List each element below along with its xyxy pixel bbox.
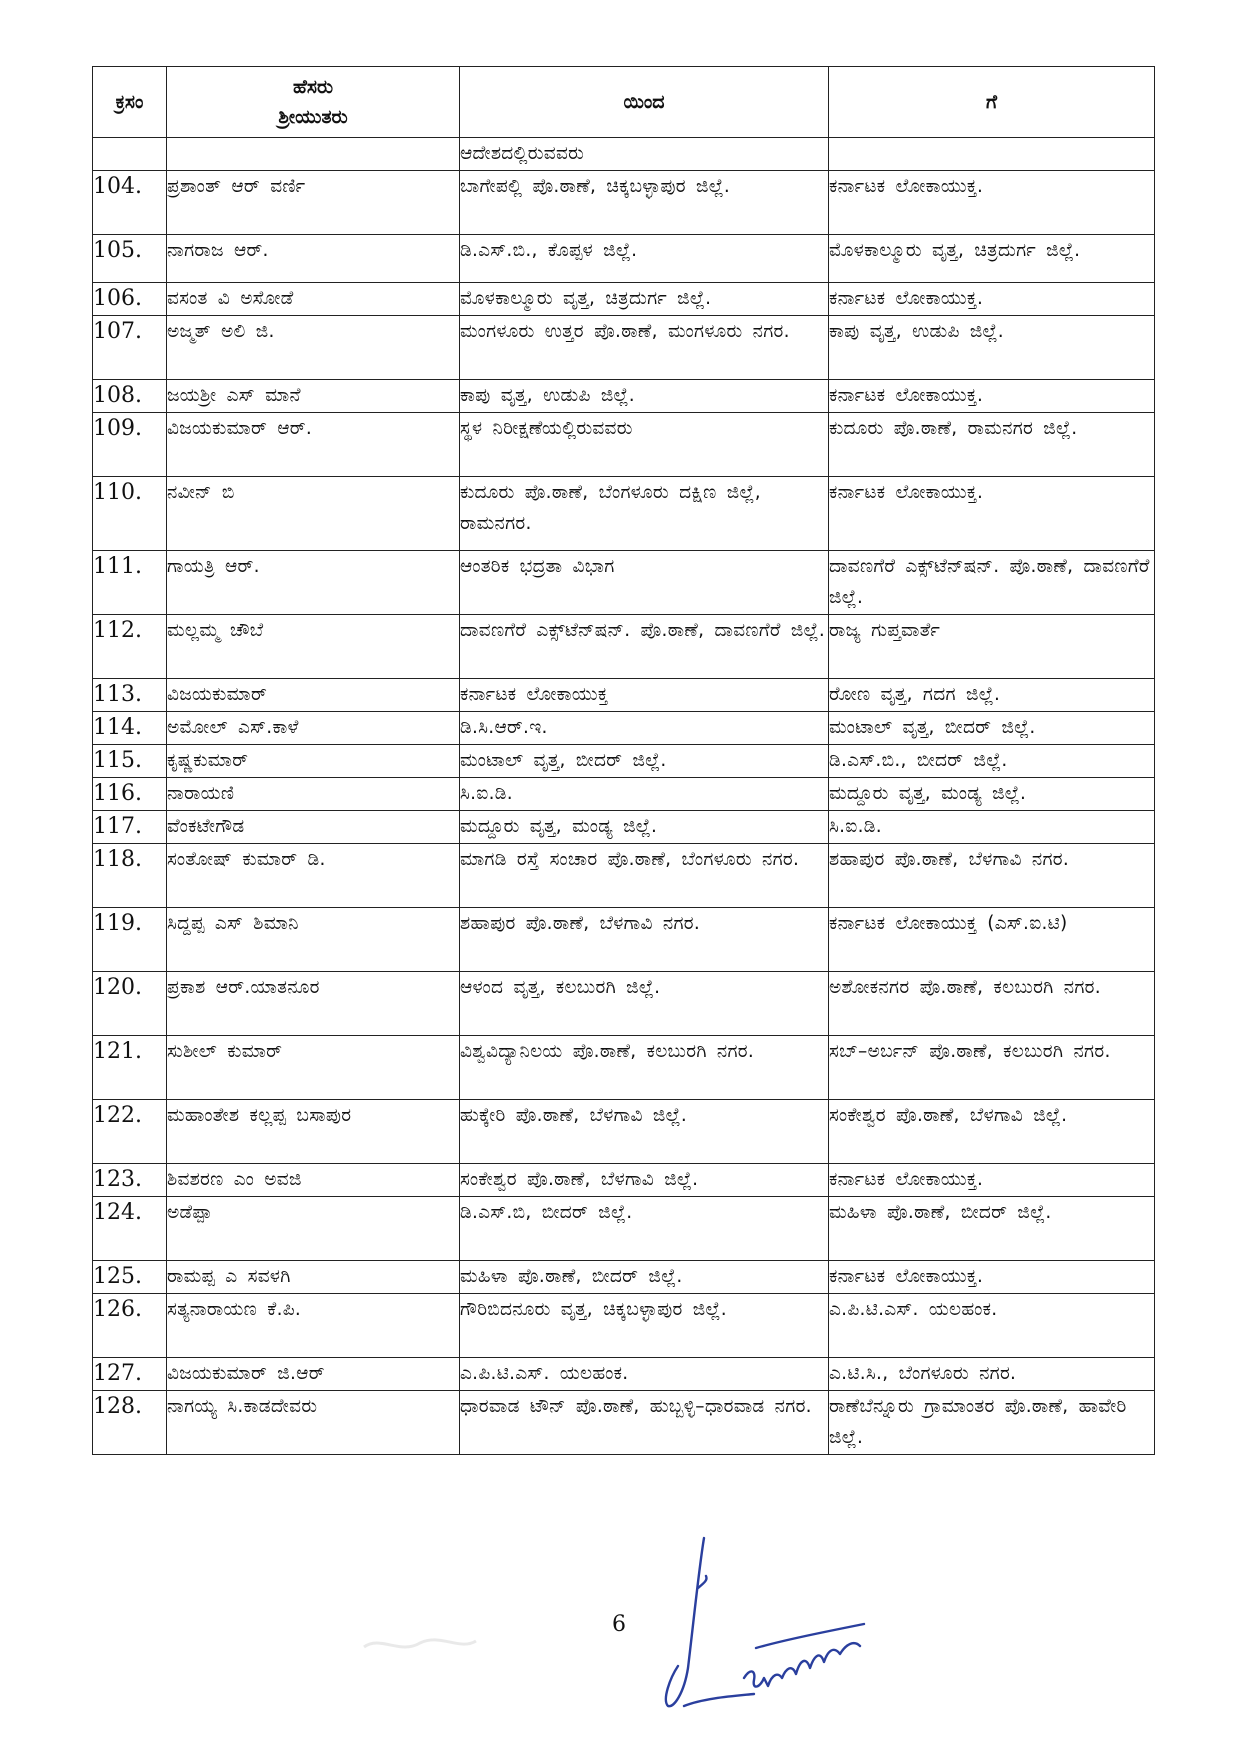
- row-name: ನಾರಾಯಣಿ: [167, 778, 460, 811]
- row-from: ಮಹಿಳಾ ಪೊ.ಠಾಣೆ, ಬೀದರ್ ಜಿಲ್ಲೆ.: [460, 1261, 829, 1294]
- row-number: 114.: [93, 712, 167, 745]
- table-row: [93, 171, 1155, 235]
- table-row: [93, 235, 1155, 283]
- row-number: 107.: [93, 316, 167, 380]
- row-from: ಕಾಪು ವೃತ್ತ, ಉಡುಪಿ ಜಿಲ್ಲೆ.: [460, 380, 829, 413]
- row-from: ಮದ್ದೂರು ವೃತ್ತ, ಮಂಡ್ಯ ಜಿಲ್ಲೆ.: [460, 811, 829, 844]
- row-to: ಕರ್ನಾಟಕ ಲೋಕಾಯುಕ್ತ.: [829, 1164, 1155, 1197]
- row-to: ಕರ್ನಾಟಕ ಲೋಕಾಯುಕ್ತ.: [829, 1261, 1155, 1294]
- row-name: ಪ್ರಶಾಂತ್ ಆರ್ ವರ್ಣಿ: [167, 171, 460, 235]
- row-to: ಕುದೂರು ಪೊ.ಠಾಣೆ, ರಾಮನಗರ ಜಿಲ್ಲೆ.: [829, 413, 1155, 477]
- row-to: ಕರ್ನಾಟಕ ಲೋಕಾಯುಕ್ತ.: [829, 171, 1155, 235]
- row-number: 124.: [93, 1197, 167, 1261]
- table-body: [93, 138, 1155, 1455]
- row-number: 113.: [93, 679, 167, 712]
- table-row: [93, 1100, 1155, 1164]
- row-number: 111.: [93, 551, 167, 615]
- row-number: 120.: [93, 972, 167, 1036]
- row-number: 109.: [93, 413, 167, 477]
- row-name: ನವೀನ್ ಬಿ: [167, 477, 460, 551]
- row-from-cell: ಆದೇಶದಲ್ಲಿರುವವರು: [460, 138, 829, 171]
- row-to: ಮೊಳಕಾಲ್ಮೂರು ವೃತ್ತ, ಚಿತ್ರದುರ್ಗ ಜಿಲ್ಲೆ.: [829, 235, 1155, 283]
- row-name: ಸಿದ್ದಪ್ಪ ಎಸ್ ಶಿಮಾನಿ: [167, 908, 460, 972]
- row-name: ಮಲ್ಲಮ್ಮ ಚೌಬೆ: [167, 615, 460, 679]
- row-from: ಡಿ.ಸಿ.ಆರ್.ಇ.: [460, 712, 829, 745]
- continuation-row: [93, 138, 1155, 171]
- row-to: ದಾವಣಗೆರೆ ಎಕ್ಸ್‌ಟೆನ್‌ಷನ್. ಪೊ.ಠಾಣೆ, ದಾವಣಗೆರೆ ಜಿಲ್ಲೆ.: [829, 551, 1155, 615]
- header-to: ಗೆ: [829, 67, 1155, 138]
- table-row: [93, 316, 1155, 380]
- row-name: ಅಡೆಪ್ಪಾ: [167, 1197, 460, 1261]
- row-to: ಸಬ್–ಅರ್ಬನ್ ಪೊ.ಠಾಣೆ, ಕಲಬುರಗಿ ನಗರ.: [829, 1036, 1155, 1100]
- row-number: 128.: [93, 1391, 167, 1455]
- header-from: ಯಿಂದ: [460, 67, 829, 138]
- row-to: ಮಂಟಾಲ್ ವೃತ್ತ, ಬೀದರ್ ಜಿಲ್ಲೆ.: [829, 712, 1155, 745]
- row-from: ಮೊಳಕಾಲ್ಮೂರು ವೃತ್ತ, ಚಿತ್ರದುರ್ಗ ಜಿಲ್ಲೆ.: [460, 283, 829, 316]
- row-name: ವೆಂಕಟೇಗೌಡ: [167, 811, 460, 844]
- row-number: 112.: [93, 615, 167, 679]
- row-name: ವಿಜಯಕುಮಾರ್: [167, 679, 460, 712]
- table-row: [93, 1036, 1155, 1100]
- row-to: ಕರ್ನಾಟಕ ಲೋಕಾಯುಕ್ತ.: [829, 477, 1155, 551]
- row-name: ಸುಶೀಲ್ ಕುಮಾರ್: [167, 1036, 460, 1100]
- row-to: ರಾಣೆಬೆನ್ನೂರು ಗ್ರಾಮಾಂತರ ಪೊ.ಠಾಣೆ, ಹಾವೇರಿ ಜಿಲ್ಲೆ.: [829, 1391, 1155, 1455]
- row-to-cell: [829, 138, 1155, 171]
- table-row: [93, 811, 1155, 844]
- row-name: ಅಮೋಲ್ ಎಸ್.ಕಾಳೆ: [167, 712, 460, 745]
- row-number: 106.: [93, 283, 167, 316]
- row-from: ಮಂಗಳೂರು ಉತ್ತರ ಪೊ.ಠಾಣೆ, ಮಂಗಳೂರು ನಗರ.: [460, 316, 829, 380]
- row-number: 108.: [93, 380, 167, 413]
- table-row: [93, 778, 1155, 811]
- table-row: [93, 551, 1155, 615]
- table-row: [93, 908, 1155, 972]
- row-to: ಶಹಾಪುರ ಪೊ.ಠಾಣೆ, ಬೆಳಗಾವಿ ನಗರ.: [829, 844, 1155, 908]
- table-row: [93, 615, 1155, 679]
- row-from: ಸಿ.ಐ.ಡಿ.: [460, 778, 829, 811]
- header-name: [167, 67, 460, 138]
- row-from: ಡಿ.ಎಸ್.ಬಿ., ಕೊಪ್ಪಳ ಜಿಲ್ಲೆ.: [460, 235, 829, 283]
- row-name: ವಸಂತ ವಿ ಅಸೋಡೆ: [167, 283, 460, 316]
- row-to: ಕರ್ನಾಟಕ ಲೋಕಾಯುಕ್ತ.: [829, 283, 1155, 316]
- row-from: ಧಾರವಾಡ ಟೌನ್ ಪೊ.ಠಾಣೆ, ಹುಬ್ಬಳ್ಳಿ–ಧಾರವಾಡ ನಗರ.: [460, 1391, 829, 1455]
- row-name: ಗಾಯತ್ರಿ ಆರ್.: [167, 551, 460, 615]
- table-row: [93, 1294, 1155, 1358]
- row-from: ಗೌರಿಬಿದನೂರು ವೃತ್ತ, ಚಿಕ್ಕಬಳ್ಳಾಪುರ ಜಿಲ್ಲೆ.: [460, 1294, 829, 1358]
- row-to: ಎ.ಟಿ.ಸಿ., ಬೆಂಗಳೂರು ನಗರ.: [829, 1358, 1155, 1391]
- row-from: ದಾವಣಗೆರೆ ಎಕ್ಸ್‌ಟೆನ್‌ಷನ್. ಪೊ.ಠಾಣೆ, ದಾವಣಗೆರೆ ಜಿಲ್ಲೆ.: [460, 615, 829, 679]
- row-number: 122.: [93, 1100, 167, 1164]
- paper-smudge: [360, 1625, 480, 1665]
- table-row: [93, 844, 1155, 908]
- row-name: ಸಂತೋಷ್ ಕುಮಾರ್ ಡಿ.: [167, 844, 460, 908]
- row-name: ಮಹಾಂತೇಶ ಕಲ್ಲಪ್ಪ ಬಸಾಪುರ: [167, 1100, 460, 1164]
- row-to: ಕರ್ನಾಟಕ ಲೋಕಾಯುಕ್ತ (ಎಸ್.ಐ.ಟಿ): [829, 908, 1155, 972]
- table-row: [93, 1164, 1155, 1197]
- row-number: 126.: [93, 1294, 167, 1358]
- header-name-line2: ಶ್ರೀಯುತರು: [278, 106, 348, 128]
- row-to: ಸಿ.ಐ.ಡಿ.: [829, 811, 1155, 844]
- row-to: ಮದ್ದೂರು ವೃತ್ತ, ಮಂಡ್ಯ ಜಿಲ್ಲೆ.: [829, 778, 1155, 811]
- row-number: 127.: [93, 1358, 167, 1391]
- row-number: 110.: [93, 477, 167, 551]
- table-row: [93, 380, 1155, 413]
- row-from: ಮಾಗಡಿ ರಸ್ತೆ ಸಂಚಾರ ಪೊ.ಠಾಣೆ, ಬೆಂಗಳೂರು ನಗರ.: [460, 844, 829, 908]
- row-to: ರಾಜ್ಯ ಗುಪ್ತವಾರ್ತೆ: [829, 615, 1155, 679]
- row-name: ನಾಗಯ್ಯ ಸಿ.ಕಾಡದೇವರು: [167, 1391, 460, 1455]
- row-number: 123.: [93, 1164, 167, 1197]
- table-row: [93, 1358, 1155, 1391]
- row-number: 104.: [93, 171, 167, 235]
- row-from: ಬಾಗೇಪಲ್ಲಿ ಪೊ.ಠಾಣೆ, ಚಿಕ್ಕಬಳ್ಳಾಪುರ ಜಿಲ್ಲೆ.: [460, 171, 829, 235]
- row-from: ಸಂಕೇಶ್ವರ ಪೊ.ಠಾಣೆ, ಬೆಳಗಾವಿ ಜಿಲ್ಲೆ.: [460, 1164, 829, 1197]
- row-name-cell: [167, 138, 460, 171]
- row-number: 115.: [93, 745, 167, 778]
- row-from: ಕರ್ನಾಟಕ ಲೋಕಾಯುಕ್ತ: [460, 679, 829, 712]
- table-row: [93, 745, 1155, 778]
- row-to: ಕರ್ನಾಟಕ ಲೋಕಾಯುಕ್ತ.: [829, 380, 1155, 413]
- row-from: ಸ್ಥಳ ನಿರೀಕ್ಷಣೆಯಲ್ಲಿರುವವರು: [460, 413, 829, 477]
- row-to: ಮಹಿಳಾ ಪೊ.ಠಾಣೆ, ಬೀದರ್ ಜಿಲ್ಲೆ.: [829, 1197, 1155, 1261]
- row-to: ಎ.ಪಿ.ಟಿ.ಎಸ್. ಯಲಹಂಕ.: [829, 1294, 1155, 1358]
- row-number: 125.: [93, 1261, 167, 1294]
- row-from: ಶಹಾಪುರ ಪೊ.ಠಾಣೆ, ಬೆಳಗಾವಿ ನಗರ.: [460, 908, 829, 972]
- table-header: [93, 67, 1155, 138]
- row-number: 118.: [93, 844, 167, 908]
- table-row: [93, 712, 1155, 745]
- table-row: [93, 1391, 1155, 1455]
- table-row: [93, 972, 1155, 1036]
- row-name: ಅಜ್ಮತ್ ಅಲಿ ಜಿ.: [167, 316, 460, 380]
- row-from: ಆಳಂದ ವೃತ್ತ, ಕಲಬುರಗಿ ಜಿಲ್ಲೆ.: [460, 972, 829, 1036]
- table-row: [93, 283, 1155, 316]
- header-number: ಕ್ರಸಂ: [93, 67, 167, 138]
- table-row: [93, 679, 1155, 712]
- row-from: ಆಂತರಿಕ ಭದ್ರತಾ ವಿಭಾಗ: [460, 551, 829, 615]
- row-from: ಕುದೂರು ಪೊ.ಠಾಣೆ, ಬೆಂಗಳೂರು ದಕ್ಷಿಣ ಜಿಲ್ಲೆ, ರಾಮನಗರ.: [460, 477, 829, 551]
- table-row: [93, 477, 1155, 551]
- row-name: ಜಯಶ್ರೀ ಎಸ್ ಮಾನೆ: [167, 380, 460, 413]
- row-to: ರೋಣ ವೃತ್ತ, ಗದಗ ಜಿಲ್ಲೆ.: [829, 679, 1155, 712]
- row-to: ಅಶೋಕನಗರ ಪೊ.ಠಾಣೆ, ಕಲಬುರಗಿ ನಗರ.: [829, 972, 1155, 1036]
- row-name: ನಾಗರಾಜ ಆರ್.: [167, 235, 460, 283]
- row-number: 117.: [93, 811, 167, 844]
- row-number: 119.: [93, 908, 167, 972]
- header-row: [93, 67, 1155, 138]
- row-name: ಶಿವಶರಣ ಎಂ ಅವಜಿ: [167, 1164, 460, 1197]
- row-name: ರಾಮಪ್ಪ ಎ ಸವಳಗಿ: [167, 1261, 460, 1294]
- row-number-cell: [93, 138, 167, 171]
- row-from: ಹುಕ್ಕೇರಿ ಪೊ.ಠಾಣೆ, ಬೆಳಗಾವಿ ಜಿಲ್ಲೆ.: [460, 1100, 829, 1164]
- row-from: ಮಂಟಾಲ್ ವೃತ್ತ, ಬೀದರ್ ಜಿಲ್ಲೆ.: [460, 745, 829, 778]
- row-number: 121.: [93, 1036, 167, 1100]
- row-to: ಕಾಪು ವೃತ್ತ, ಉಡುಪಿ ಜಿಲ್ಲೆ.: [829, 316, 1155, 380]
- row-name: ಪ್ರಕಾಶ ಆರ್.ಯಾತನೂರ: [167, 972, 460, 1036]
- table-row: [93, 1197, 1155, 1261]
- row-name: ಸತ್ಯನಾರಾಯಣ ಕೆ.ಪಿ.: [167, 1294, 460, 1358]
- row-name: ವಿಜಯಕುಮಾರ್ ಜಿ.ಆರ್: [167, 1358, 460, 1391]
- row-number: 105.: [93, 235, 167, 283]
- table-row: [93, 413, 1155, 477]
- row-number: 116.: [93, 778, 167, 811]
- row-from: ಡಿ.ಎಸ್.ಬಿ, ಬೀದರ್ ಜಿಲ್ಲೆ.: [460, 1197, 829, 1261]
- row-to: ಸಂಕೇಶ್ವರ ಪೊ.ಠಾಣೆ, ಬೆಳಗಾವಿ ಜಿಲ್ಲೆ.: [829, 1100, 1155, 1164]
- signature-image: [664, 1528, 884, 1718]
- page-number: 6: [612, 1612, 626, 1637]
- row-from: ವಿಶ್ವವಿದ್ಯಾನಿಲಯ ಪೊ.ಠಾಣೆ, ಕಲಬುರಗಿ ನಗರ.: [460, 1036, 829, 1100]
- header-name-line1: ಹೆಸರು: [292, 76, 334, 98]
- table-row: [93, 1261, 1155, 1294]
- row-to: ಡಿ.ಎಸ್.ಬಿ., ಬೀದರ್ ಜಿಲ್ಲೆ.: [829, 745, 1155, 778]
- row-name: ಕೃಷ್ಣಕುಮಾರ್: [167, 745, 460, 778]
- transfer-table: [92, 66, 1155, 1455]
- row-from: ಎ.ಪಿ.ಟಿ.ಎಸ್. ಯಲಹಂಕ.: [460, 1358, 829, 1391]
- row-name: ವಿಜಯಕುಮಾರ್ ಆರ್.: [167, 413, 460, 477]
